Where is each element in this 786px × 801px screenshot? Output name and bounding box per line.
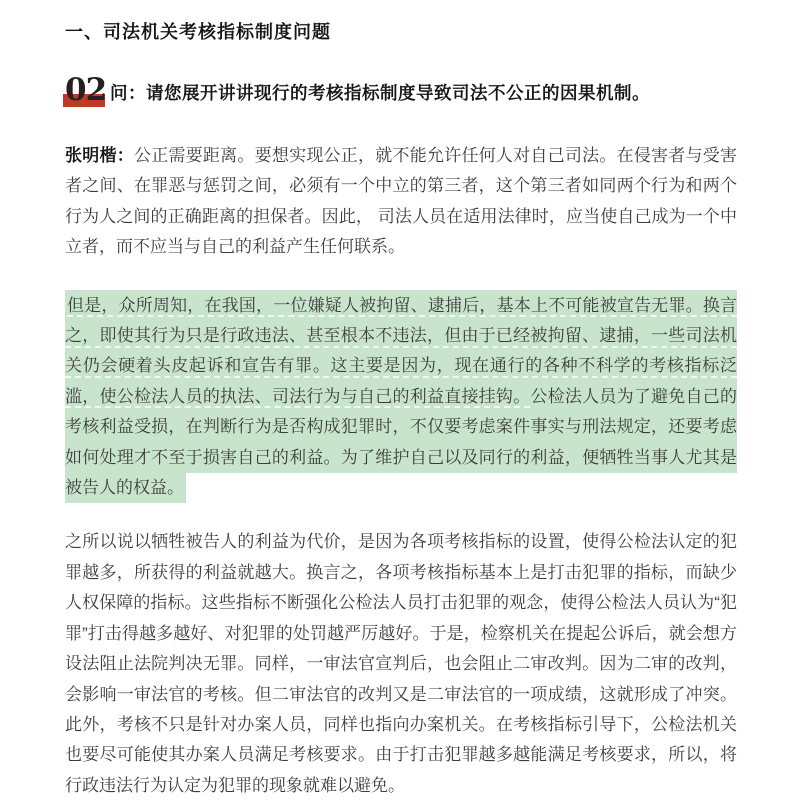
highlighted-text — [65, 290, 737, 503]
question-text: 问：请您展开讲讲现行的考核指标制度导致司法不公正的因果机制。 — [110, 83, 650, 103]
answer-paragraph-3: 之所以说以牺牲被告人的利益为代价，是因为各项考核指标的设置，使得公检法认定的犯罪越多，所获得的利益就越大。换言之，各项考核指标基本上是打击犯罪的指标，而缺少人权保障的指标。这些指标不断强化公检法人员打击犯罪的观念，使得公检法人员认为“犯罪”打击得越多越好、对犯罪的处罚越严厉越好。于是，检察机关在提起公诉后，就会想方设法阻止法院判决无罪。同样，一审法官宣判后，也会阻止二审改判。因为二审的改判，会影响一审法官的考核。但二审法官的改判又是二审法官的一项成绩，这就形成了冲突。此外，考核不只是针对办案人员，同样也指向办案机关。在考核指标引导下，公检法机关也要尽可能使其办案人员满足考核要求。由于打击犯罪越多越能满足考核要求，所以，将行政违法行为认定为犯罪的现象就难以避免。 — [65, 532, 737, 795]
answer-paragraph-1-text: 公正需要距离。要想实现公正，就不能允许任何人对自己司法。在侵害者与受害者之间、在罪恶与惩罚之间，必须有一个中立的第三者，这个第三者如同两个行为和两个行为人之间的正确距离的担保者。因此， 司法人员在适用法律时，应当使自己成为一个中立者，而不应当与自己的利益产生任何联系。 — [65, 146, 738, 257]
question-number — [65, 73, 107, 107]
question-block — [65, 73, 737, 107]
speaker-name: 张明楷： — [65, 146, 134, 165]
question-number-text: 02 — [65, 72, 107, 108]
answer-paragraph-1 — [65, 141, 737, 263]
section-title: 一、司法机关考核指标制度问题 — [65, 22, 331, 42]
answer-paragraph-highlighted — [65, 291, 737, 504]
highlighted-plain-text: 公检法人员为了避免自己的考核利益受损，在判断行为是否构成犯罪时，不仅要考虑案件事实与刑法规定，还要考虑如何处理才不至于损害自己的利益。为了维护自己以及同行的利益，便牺牲当事人尤其是被告人的权益。 — [65, 386, 738, 498]
highlighted-underlined-text: 但是，众所周知，在我国，一位嫌疑人被拘留、逮捕后，基本上不可能被宣告无罪。换言之，即使其行为只是行政违法、甚至根本不违法，但由于已经被拘留、逮捕，一些司法机关仍会硬着头皮起诉和宣告有罪。这主要是因为，现在通行的各种不科学的考核指标泛滥，使公检法人员的执法、司法行为与自己的利益直接挂钩。 — [65, 295, 737, 406]
